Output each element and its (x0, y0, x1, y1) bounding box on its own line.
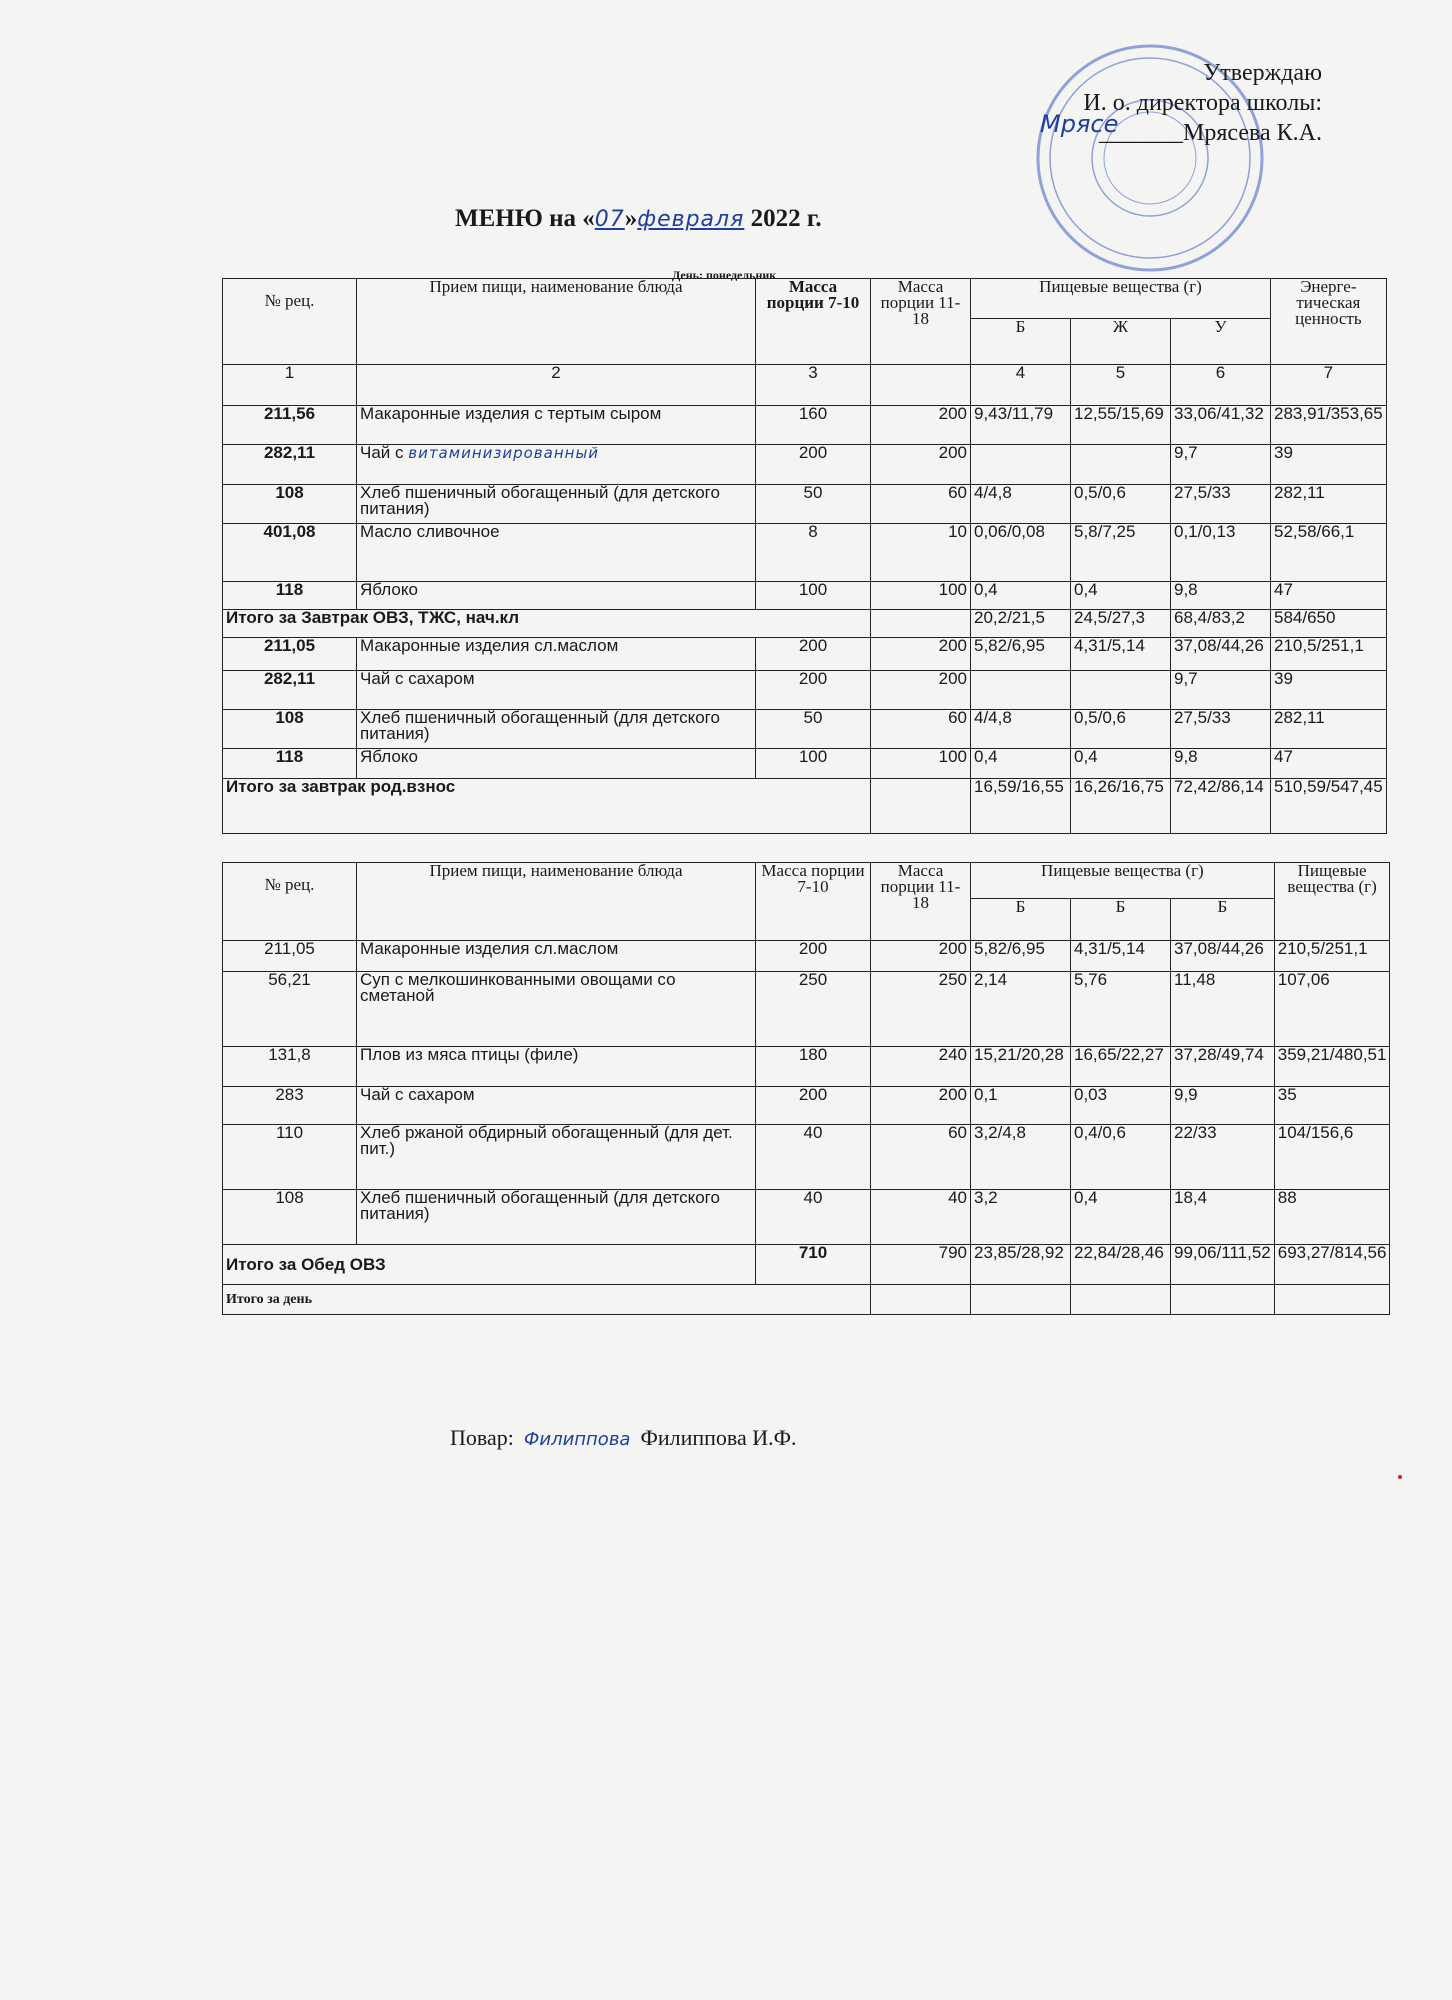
carbs: 9,8 (1171, 582, 1271, 610)
mass-7-10: 250 (756, 972, 871, 1047)
energy: 47 (1271, 582, 1387, 610)
breakfast-ovz-rows (223, 406, 1387, 610)
fat: 0,4 (1071, 749, 1171, 779)
header-energy: Энерге-тическая ценность (1271, 279, 1387, 365)
rec-cell: 56,21 (223, 972, 357, 1047)
mass-7-10: 200 (756, 941, 871, 972)
carbs: 37,08/44,26 (1171, 638, 1271, 671)
mass-11-18: 60 (871, 485, 971, 524)
lunch-rows (223, 941, 1390, 1245)
total-breakfast-ovz-row: Итого за Завтрак ОВЗ, ТЖС, нач.кл 20,2/21,5 24,5/27,3 68,4/83,2 584/650 (223, 610, 1387, 638)
menu-row (223, 485, 1387, 524)
fat: 12,55/15,69 (1071, 406, 1171, 445)
mass-11-18: 60 (871, 710, 971, 749)
rec-cell: 401,08 (223, 524, 357, 582)
mass-11-18: 200 (871, 1087, 971, 1125)
carbs: 18,4 (1171, 1190, 1275, 1245)
mass-11-18: 200 (871, 406, 971, 445)
mass-7-10: 8 (756, 524, 871, 582)
fat: 5,76 (1071, 972, 1171, 1047)
mass-7-10: 200 (756, 445, 871, 485)
fat: 0,4 (1071, 1190, 1171, 1245)
energy: 39 (1271, 445, 1387, 485)
carbs: 11,48 (1171, 972, 1275, 1047)
carbs: 37,08/44,26 (1171, 941, 1275, 972)
fat: 0,4/0,6 (1071, 1125, 1171, 1190)
fat: 4,31/5,14 (1071, 941, 1171, 972)
carbs: 0,1/0,13 (1171, 524, 1271, 582)
header-nutrients: Пищевые вещества (г) (971, 279, 1271, 319)
dish-name: Яблоко (357, 749, 756, 779)
menu-row (223, 638, 1387, 671)
mass-7-10: 200 (756, 671, 871, 710)
rec-cell: 108 (223, 710, 357, 749)
fat: 0,5/0,6 (1071, 710, 1171, 749)
mass-11-18: 200 (871, 941, 971, 972)
header-u: У (1171, 319, 1271, 365)
approval-block (1083, 58, 1322, 148)
mass-11-18: 60 (871, 1125, 971, 1190)
dish-name: Макаронные изделия сл.маслом (357, 638, 756, 671)
approval-line-3: _______Мрясева К.А. (1099, 120, 1322, 146)
carbs: 9,7 (1171, 671, 1271, 710)
menu-row (223, 749, 1387, 779)
dish-name: Макаронные изделия с тертым сыром (357, 406, 756, 445)
mass-7-10: 200 (756, 638, 871, 671)
rec-cell: 110 (223, 1125, 357, 1190)
rec-cell: 118 (223, 749, 357, 779)
protein: 3,2 (971, 1190, 1071, 1245)
mass-11-18: 40 (871, 1190, 971, 1245)
rec-cell: 283 (223, 1087, 357, 1125)
dish-name: Хлеб ржаной обдирный обогащенный (для дет. пит.) (357, 1125, 756, 1190)
dish-name: Макаронные изделия сл.маслом (357, 941, 756, 972)
protein: 0,4 (971, 749, 1071, 779)
title-month: февраля (637, 207, 745, 232)
energy: 282,11 (1271, 710, 1387, 749)
rec-cell: 282,11 (223, 445, 357, 485)
energy: 88 (1274, 1190, 1390, 1245)
dish-name: Хлеб пшеничный обогащенный (для детского питания) (357, 710, 756, 749)
dish-name: Чай с сахаром (357, 1087, 756, 1125)
energy: 47 (1271, 749, 1387, 779)
header2-rec: № рец. (223, 863, 357, 941)
header2-dish: Прием пищи, наименование блюда (357, 863, 756, 941)
rec-cell: 211,56 (223, 406, 357, 445)
header-rec: № рец. (223, 279, 357, 365)
dish-name: Плов из мяса птицы (филе) (357, 1047, 756, 1087)
menu-row (223, 972, 1390, 1047)
menu-row (223, 710, 1387, 749)
rec-cell: 211,05 (223, 638, 357, 671)
energy: 210,5/251,1 (1271, 638, 1387, 671)
rec-cell: 118 (223, 582, 357, 610)
column-number-5: 4 (971, 365, 1071, 406)
column-numbers-row (223, 365, 1387, 406)
menu-table-lunch (222, 862, 1390, 1315)
mass-7-10: 40 (756, 1190, 871, 1245)
fat (1071, 445, 1171, 485)
dish-name: Масло сливочное (357, 524, 756, 582)
total-breakfast-paid-row: Итого за завтрак род.взнос 16,59/16,55 16,26/16,75 72,42/86,14 510,59/547,45 (223, 779, 1387, 834)
mass-11-18: 250 (871, 972, 971, 1047)
carbs: 9,8 (1171, 749, 1271, 779)
menu-row (223, 1087, 1390, 1125)
column-number-2: 2 (357, 365, 756, 406)
dish-name: Хлеб пшеничный обогащенный (для детского питания) (357, 485, 756, 524)
menu-row (223, 582, 1387, 610)
protein: 0,4 (971, 582, 1071, 610)
header2-mass-7-10: Масса порции 7-10 (756, 863, 871, 941)
mass-7-10: 200 (756, 1087, 871, 1125)
cook-signature: Филиппова (523, 1429, 631, 1450)
protein: 2,14 (971, 972, 1071, 1047)
energy: 39 (1271, 671, 1387, 710)
handwritten-text: витаминизированный (408, 444, 600, 462)
header2-b2: Б (1071, 899, 1171, 941)
header-dish: Прием пищи, наименование блюда (357, 279, 756, 365)
protein: 5,82/6,95 (971, 638, 1071, 671)
protein: 5,82/6,95 (971, 941, 1071, 972)
mass-7-10: 40 (756, 1125, 871, 1190)
dish-name: Чай с витаминизированный (357, 445, 756, 485)
footer (450, 1425, 797, 1451)
day-label: День: понедельник (672, 268, 777, 282)
approver-name: Мрясева К.А. (1183, 120, 1322, 146)
protein: 0,1 (971, 1087, 1071, 1125)
protein: 4/4,8 (971, 485, 1071, 524)
column-number-7: 6 (1171, 365, 1271, 406)
energy: 210,5/251,1 (1274, 941, 1390, 972)
header-zh: Ж (1071, 319, 1171, 365)
fat (1071, 671, 1171, 710)
red-dot (1398, 1475, 1402, 1479)
protein: 9,43/11,79 (971, 406, 1071, 445)
header2-energy: Пищевые вещества (г) (1274, 863, 1390, 941)
breakfast-paid-rows (223, 638, 1387, 779)
energy: 104/156,6 (1274, 1125, 1390, 1190)
energy: 359,21/480,51 (1274, 1047, 1390, 1087)
menu-row (223, 1047, 1390, 1087)
column-number-6: 5 (1071, 365, 1171, 406)
page-title: МЕНЮ на «07»февраля 2022 г. (455, 205, 822, 232)
fat: 0,03 (1071, 1087, 1171, 1125)
menu-row (223, 406, 1387, 445)
menu-row (223, 445, 1387, 485)
carbs: 27,5/33 (1171, 485, 1271, 524)
mass-11-18: 240 (871, 1047, 971, 1087)
protein (971, 671, 1071, 710)
menu-row (223, 524, 1387, 582)
fat: 5,8/7,25 (1071, 524, 1171, 582)
energy: 35 (1274, 1087, 1390, 1125)
title-day: 07 (594, 207, 625, 232)
protein: 0,06/0,08 (971, 524, 1071, 582)
carbs: 37,28/49,74 (1171, 1047, 1275, 1087)
energy: 283,91/353,65 (1271, 406, 1387, 445)
header2-b3: Б (1171, 899, 1275, 941)
rec-cell: 211,05 (223, 941, 357, 972)
mass-11-18: 10 (871, 524, 971, 582)
menu-row (223, 1190, 1390, 1245)
director-signature: Мрясе (1040, 110, 1119, 138)
column-number-4 (871, 365, 971, 406)
rec-cell: 108 (223, 485, 357, 524)
mass-11-18: 200 (871, 638, 971, 671)
carbs: 22/33 (1171, 1125, 1275, 1190)
total-day-row: Итого за день (223, 1285, 1390, 1315)
column-number-8: 7 (1271, 365, 1387, 406)
fat: 0,4 (1071, 582, 1171, 610)
header-mass-11-18: Масса порции 11-18 (871, 279, 971, 365)
approval-line-2: И. о. директора школы: (1083, 90, 1322, 116)
fat: 4,31/5,14 (1071, 638, 1171, 671)
total-lunch-row: Итого за Обед ОВЗ 710 790 23,85/28,92 22,84/28,46 99,06/111,52 693,27/814,56 (223, 1245, 1390, 1285)
menu-row (223, 1125, 1390, 1190)
menu-row (223, 941, 1390, 972)
fat: 16,65/22,27 (1071, 1047, 1171, 1087)
carbs: 9,9 (1171, 1087, 1275, 1125)
header-mass-7-10: Масса порции 7-10 (756, 279, 871, 365)
energy: 107,06 (1274, 972, 1390, 1047)
rec-cell: 131,8 (223, 1047, 357, 1087)
mass-7-10: 50 (756, 485, 871, 524)
energy: 282,11 (1271, 485, 1387, 524)
column-number-1: 1 (223, 365, 357, 406)
menu-row (223, 671, 1387, 710)
protein (971, 445, 1071, 485)
header2-mass-11-18: Масса порции 11-18 (871, 863, 971, 941)
column-number-3: 3 (756, 365, 871, 406)
header2-nutrients: Пищевые вещества (г) (971, 863, 1275, 899)
mass-7-10: 180 (756, 1047, 871, 1087)
mass-11-18: 200 (871, 445, 971, 485)
header-b: Б (971, 319, 1071, 365)
protein: 15,21/20,28 (971, 1047, 1071, 1087)
dish-name: Чай с сахаром (357, 671, 756, 710)
mass-7-10: 160 (756, 406, 871, 445)
approval-line-1: Утверждаю (1203, 60, 1322, 86)
rec-cell: 108 (223, 1190, 357, 1245)
carbs: 27,5/33 (1171, 710, 1271, 749)
mass-7-10: 100 (756, 582, 871, 610)
dish-name: Хлеб пшеничный обогащенный (для детского питания) (357, 1190, 756, 1245)
carbs: 33,06/41,32 (1171, 406, 1271, 445)
dish-name: Яблоко (357, 582, 756, 610)
rec-cell: 282,11 (223, 671, 357, 710)
mass-7-10: 100 (756, 749, 871, 779)
energy: 52,58/66,1 (1271, 524, 1387, 582)
carbs: 9,7 (1171, 445, 1271, 485)
cook-name: Филиппова И.Ф. (640, 1425, 797, 1450)
header2-b1: Б (971, 899, 1071, 941)
protein: 4/4,8 (971, 710, 1071, 749)
protein: 3,2/4,8 (971, 1125, 1071, 1190)
menu-table-breakfast (222, 278, 1387, 834)
mass-11-18: 100 (871, 749, 971, 779)
fat: 0,5/0,6 (1071, 485, 1171, 524)
dish-name: Суп с мелкошинкованными овощами со сметаной (357, 972, 756, 1047)
cook-label: Повар: (450, 1425, 514, 1450)
mass-11-18: 200 (871, 671, 971, 710)
mass-7-10: 50 (756, 710, 871, 749)
mass-11-18: 100 (871, 582, 971, 610)
